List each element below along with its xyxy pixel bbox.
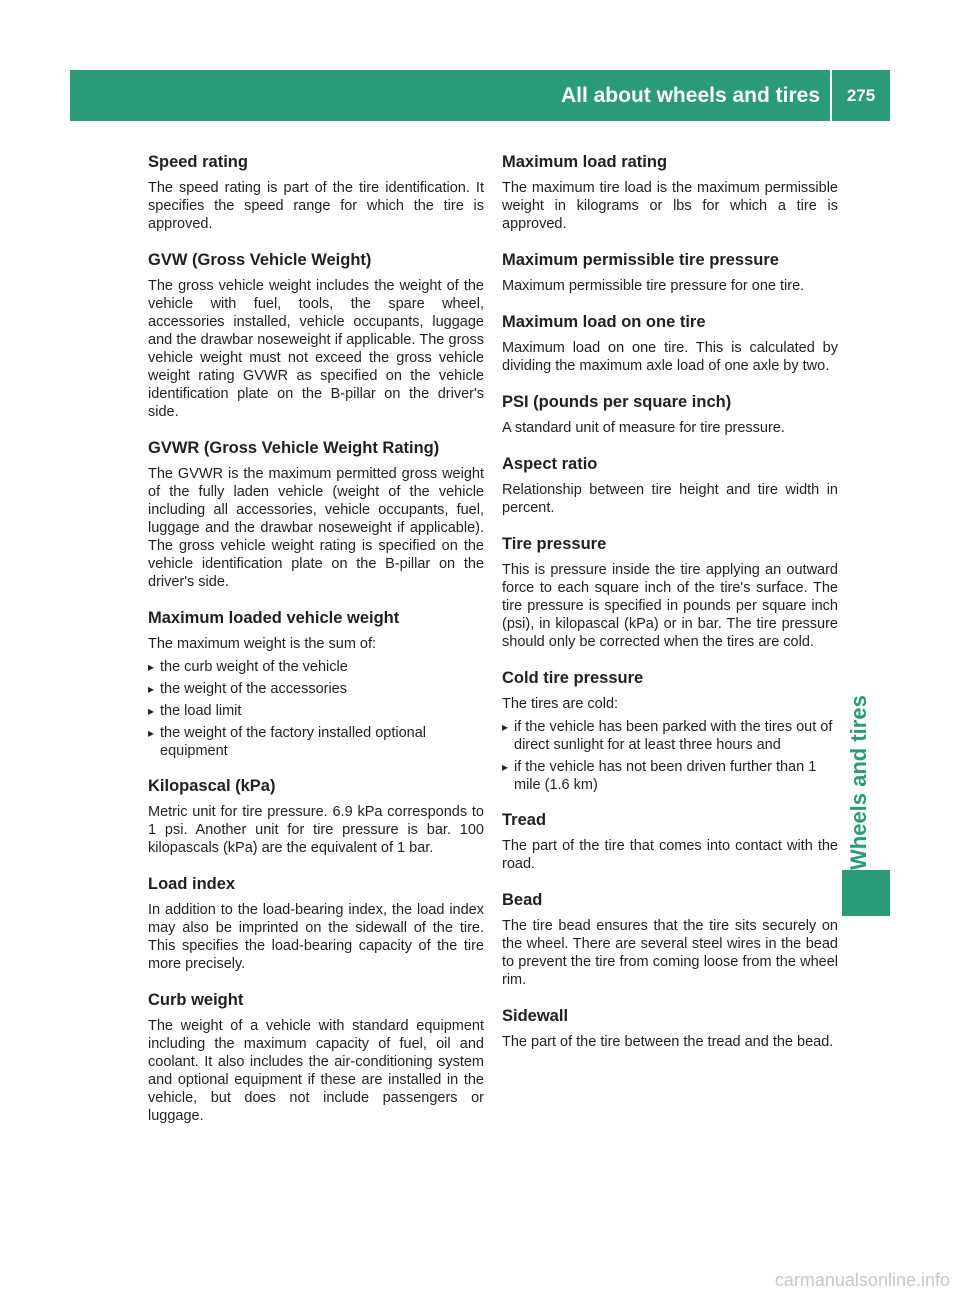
- bullet-list: [502, 718, 838, 794]
- section-text: Maximum load on one tire. This is calculated by dividing the maximum axle load of one axle by two.: [502, 340, 838, 374]
- section-heading: Bead: [502, 891, 543, 909]
- section-text: A standard unit of measure for tire pressure.: [502, 420, 785, 436]
- section-text: The maximum tire load is the maximum permissible weight in kilograms or lbs for which a tire is approved.: [502, 180, 838, 232]
- section-heading: Load index: [148, 875, 236, 893]
- section-heading: Cold tire pressure: [502, 669, 644, 687]
- section-text: The GVWR is the maximum permitted gross weight of the fully laden vehicle (weight of the vehicle including all accessories, vehicle occupants, fuel, luggage and the drawbar noseweight if applicable). The gross vehicle weight rating is specified on the vehicle identification plate on the B-pillar on the driver's side.: [148, 466, 484, 590]
- section-text: Relationship between tire height and tire width in percent.: [502, 482, 838, 516]
- section-title: All about wheels and tires: [560, 84, 820, 107]
- bullet-list: [148, 658, 484, 760]
- section-heading: PSI (pounds per square inch): [502, 393, 732, 411]
- section-heading: Maximum permissible tire pressure: [502, 251, 779, 269]
- page-header: [70, 70, 890, 121]
- section-text: The speed rating is part of the tire identification. It specifies the speed range for which the tire is approved.: [148, 180, 484, 232]
- list-item: ▸ the weight of the factory installed optional equipment: [148, 724, 484, 760]
- section-text: Metric unit for tire pressure. 6.9 kPa corresponds to 1 psi. Another unit for tire pressure is bar. 100 kilopascals (kPa) are the equivalent of 1 bar.: [148, 804, 484, 856]
- section-text: The tires are cold:: [502, 696, 619, 712]
- side-tab: [842, 640, 876, 890]
- right-column: [502, 151, 838, 1067]
- section-text: In addition to the load-bearing index, the load index may also be imprinted on the sidewall of the tire. This specifies the load-bearing capacity of the tire more precisely.: [148, 902, 484, 972]
- section-heading: Sidewall: [502, 1007, 569, 1025]
- section-heading: Speed rating: [148, 153, 248, 171]
- section-text: The tire bead ensures that the tire sits securely on the wheel. There are several steel wires in the bead to prevent the tire from coming loose from the wheel rim.: [502, 918, 838, 988]
- section-heading: Curb weight: [148, 991, 244, 1009]
- section-heading: GVW (Gross Vehicle Weight): [148, 251, 372, 269]
- left-column: [148, 151, 484, 1141]
- section-text: The gross vehicle weight includes the weight of the vehicle with fuel, tools, the spare wheel, accessories installed, vehicle occupants, luggage and the drawbar noseweight if applicable. The gross vehicle weight must not exceed the gross vehicle weight rating GVWR as specified on the vehicle identification plate on the B-pillar on the driver's side.: [148, 278, 484, 420]
- section-text: Maximum permissible tire pressure for one tire.: [502, 278, 805, 294]
- section-heading: Kilopascal (kPa): [148, 777, 276, 795]
- section-heading: Aspect ratio: [502, 455, 598, 473]
- side-tab-label: Wheels and tires: [846, 695, 871, 870]
- section-heading: GVWR (Gross Vehicle Weight Rating): [148, 439, 440, 457]
- list-item: ▸ the load limit: [148, 702, 484, 720]
- section-heading: Tire pressure: [502, 535, 607, 553]
- section-heading: Maximum load rating: [502, 153, 668, 171]
- section-heading: Maximum loaded vehicle weight: [148, 609, 400, 627]
- list-item: ▸ if the vehicle has been parked with the tires out of direct sunlight for at least three hours and: [502, 718, 838, 754]
- watermark: carmanualsonline.info: [774, 1270, 950, 1290]
- section-heading: Maximum load on one tire: [502, 313, 706, 331]
- section-text: The part of the tire between the tread and the bead.: [502, 1034, 834, 1050]
- section-text: The part of the tire that comes into contact with the road.: [502, 838, 838, 872]
- section-text: The maximum weight is the sum of:: [148, 636, 377, 652]
- list-item: ▸ if the vehicle has not been driven further than 1 mile (1.6 km): [502, 758, 838, 794]
- page-number: 275: [846, 86, 876, 105]
- section-heading: Tread: [502, 811, 547, 829]
- list-item: ▸ the weight of the accessories: [148, 680, 484, 698]
- section-text: The weight of a vehicle with standard equipment including the maximum capacity of fuel, oil and coolant. It also includes the air-conditioning system and optional equipment if these are installed in the vehicle, but does not include passengers or luggage.: [148, 1018, 484, 1124]
- list-item: ▸ the curb weight of the vehicle: [148, 658, 484, 676]
- side-tab-marker: [842, 870, 890, 916]
- section-text: This is pressure inside the tire applying an outward force to each square inch of the tire's surface. The tire pressure is specified in pounds per square inch (psi), in kilopascal (kPa) or in bar. The tire pressure should only be corrected when the tires are cold.: [502, 562, 838, 650]
